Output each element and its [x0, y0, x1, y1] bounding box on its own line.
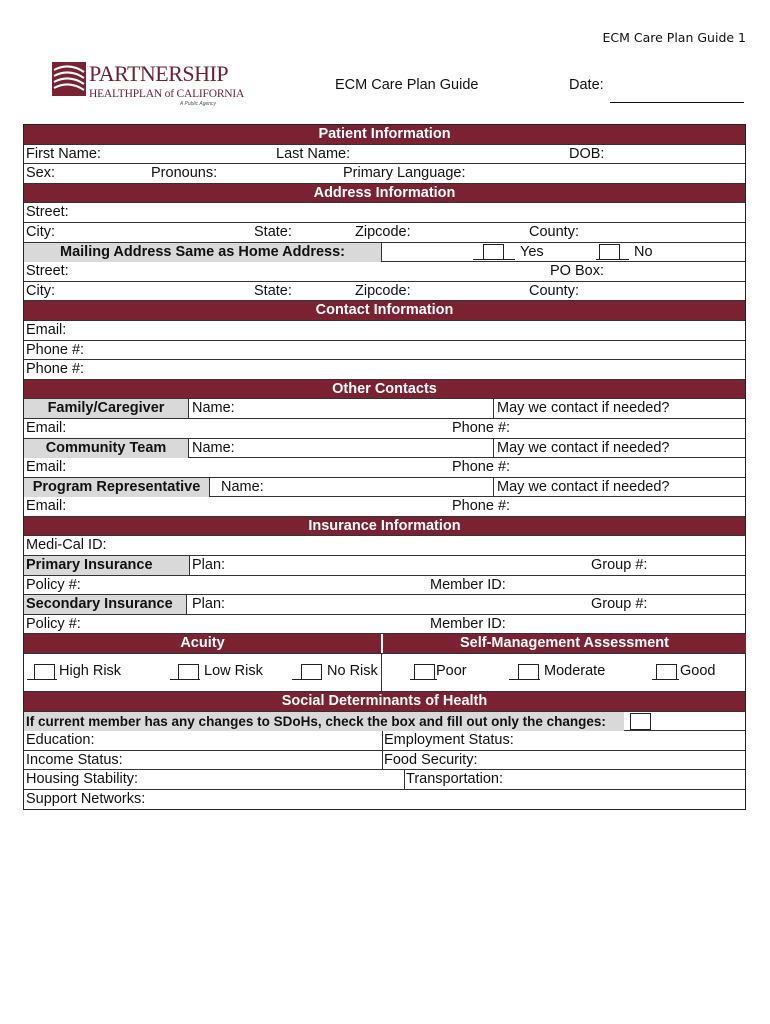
- dob-label: DOB:: [569, 145, 605, 162]
- mailing-yes-checkbox[interactable]: [483, 244, 504, 260]
- sdoh-header: Social Determinants of Health: [24, 692, 745, 712]
- primary-language-label: Primary Language:: [343, 165, 466, 182]
- divider: [382, 751, 383, 770]
- divider: [381, 654, 382, 691]
- city-label: City:: [26, 223, 55, 240]
- community-team-label: Community Team: [24, 439, 189, 458]
- divider: [493, 399, 494, 418]
- sdoh-row-1[interactable]: [24, 731, 745, 751]
- high-risk-underline: [27, 679, 57, 680]
- moderate-checkbox[interactable]: [518, 664, 539, 680]
- low-risk-checkbox[interactable]: [178, 664, 199, 680]
- mailing-same-label: Mailing Address Same as Home Address:: [24, 243, 382, 262]
- income-label: Income Status:: [26, 751, 123, 768]
- transportation-label: Transportation:: [406, 771, 503, 788]
- program-rep-label: Program Representative: [24, 478, 210, 497]
- zipcode-label: Zipcode:: [355, 223, 411, 240]
- sdoh-changes-checkbox[interactable]: [630, 713, 651, 730]
- po-box-label: PO Box:: [550, 263, 604, 280]
- community-name-label: Name:: [192, 439, 235, 456]
- divider: [493, 478, 494, 497]
- family-caregiver-row[interactable]: [24, 399, 745, 419]
- mailing-yes-underline: [473, 259, 515, 260]
- mailing-street-row[interactable]: [24, 262, 745, 282]
- food-security-label: Food Security:: [384, 751, 478, 768]
- logo-subname: HEALTHPLAN of CALIFORNIA: [89, 88, 245, 100]
- community-team-row[interactable]: [24, 439, 745, 459]
- good-label: Good: [680, 663, 716, 680]
- program-may-contact-label: May we contact if needed?: [497, 478, 670, 495]
- sex-label: Sex:: [26, 165, 56, 182]
- pronouns-label: Pronouns:: [151, 165, 218, 182]
- sdoh-instruction-row: [24, 712, 745, 732]
- patient-row-2[interactable]: [24, 164, 745, 184]
- logo-mark-icon: [52, 60, 86, 98]
- email-label: Email:: [26, 321, 67, 338]
- mailing-state-label: State:: [254, 282, 292, 299]
- poor-underline: [410, 679, 437, 680]
- program-name-label: Name:: [221, 478, 264, 495]
- mailing-no-underline: [596, 259, 629, 260]
- contact-phone-row-1[interactable]: [24, 341, 745, 361]
- sdoh-row-3[interactable]: [24, 770, 745, 790]
- secondary-insurance-row[interactable]: [24, 595, 745, 615]
- primary-group-label: Group #:: [591, 557, 648, 574]
- good-underline: [652, 679, 679, 680]
- mailing-no-label: No: [634, 243, 653, 260]
- secondary-insurance-label: Secondary Insurance: [24, 595, 187, 614]
- mailing-city-row[interactable]: [24, 282, 745, 302]
- poor-label: Poor: [436, 663, 467, 680]
- assessment-options-row: [24, 654, 745, 692]
- primary-insurance-row[interactable]: [24, 556, 745, 576]
- logo-tagline: A Public Agency: [180, 101, 217, 107]
- moderate-underline: [509, 679, 540, 680]
- secondary-member-id-label: Member ID:: [430, 615, 506, 632]
- good-checkbox[interactable]: [656, 664, 677, 680]
- education-label: Education:: [26, 732, 95, 749]
- program-email-row[interactable]: [24, 497, 745, 517]
- primary-insurance-label: Primary Insurance: [24, 556, 190, 575]
- address-street-row[interactable]: [24, 203, 745, 223]
- community-email-row[interactable]: [24, 458, 745, 478]
- sdoh-row-4[interactable]: [24, 790, 745, 810]
- family-caregiver-label: Family/Caregiver: [24, 399, 189, 418]
- contact-info-header: Contact Information: [24, 301, 745, 321]
- family-email-row[interactable]: [24, 419, 745, 439]
- primary-policy-row[interactable]: [24, 576, 745, 596]
- high-risk-checkbox[interactable]: [34, 664, 55, 680]
- date-label: Date:: [569, 77, 604, 93]
- secondary-policy-label: Policy #:: [26, 615, 81, 632]
- primary-plan-label: Plan:: [192, 557, 226, 574]
- street-label: Street:: [26, 204, 69, 221]
- no-risk-checkbox[interactable]: [301, 664, 322, 680]
- assessment-header-row: [24, 634, 745, 654]
- date-field[interactable]: [610, 102, 744, 103]
- medi-cal-label: Medi-Cal ID:: [26, 537, 107, 554]
- county-label: County:: [529, 223, 579, 240]
- employment-label: Employment Status:: [384, 732, 514, 749]
- secondary-group-label: Group #:: [591, 596, 648, 613]
- phone-label-1: Phone #:: [26, 341, 85, 358]
- address-city-row[interactable]: [24, 223, 745, 243]
- program-email-label: Email:: [26, 498, 67, 515]
- contact-email-row[interactable]: [24, 321, 745, 341]
- sdoh-row-2[interactable]: [24, 751, 745, 771]
- no-risk-underline: [292, 679, 322, 680]
- care-plan-form: [23, 124, 746, 810]
- secondary-policy-row[interactable]: [24, 615, 745, 635]
- patient-info-header: Patient Information: [24, 125, 745, 145]
- sdoh-instruction: If current member has any changes to SDoHs, check the box and fill out only the changes:: [24, 712, 624, 731]
- primary-policy-label: Policy #:: [26, 576, 81, 593]
- low-risk-label: Low Risk: [204, 663, 263, 680]
- address-info-header: Address Information: [24, 184, 745, 204]
- poor-checkbox[interactable]: [414, 664, 435, 680]
- insurance-info-header: Insurance Information: [24, 517, 745, 537]
- mailing-street-label: Street:: [26, 263, 69, 280]
- state-label: State:: [254, 223, 292, 240]
- family-may-contact-label: May we contact if needed?: [497, 400, 670, 417]
- secondary-plan-label: Plan:: [192, 596, 226, 613]
- family-phone-label: Phone #:: [452, 419, 511, 436]
- mailing-same-row: [24, 243, 745, 263]
- mailing-yes-label: Yes: [520, 243, 544, 260]
- mailing-city-label: City:: [26, 282, 55, 299]
- program-rep-row[interactable]: [24, 478, 745, 498]
- last-name-label: Last Name:: [276, 145, 351, 162]
- moderate-label: Moderate: [544, 663, 606, 680]
- first-name-label: First Name:: [26, 145, 101, 162]
- document-title: ECM Care Plan Guide: [335, 77, 479, 93]
- contact-phone-row-2[interactable]: [24, 360, 745, 380]
- mailing-county-label: County:: [529, 282, 579, 299]
- divider: [382, 731, 383, 750]
- divider: [493, 439, 494, 458]
- logo-name: PARTNERSHIP: [89, 61, 229, 86]
- community-phone-label: Phone #:: [452, 459, 511, 476]
- self-mgmt-header: Self-Management Assessment: [382, 634, 746, 653]
- page-header: ECM Care Plan Guide 1: [602, 30, 746, 45]
- acuity-header: Acuity: [24, 634, 381, 653]
- high-risk-label: High Risk: [59, 663, 122, 680]
- family-name-label: Name:: [192, 400, 235, 417]
- support-networks-label: Support Networks:: [26, 791, 146, 807]
- primary-member-id-label: Member ID:: [430, 576, 506, 593]
- other-contacts-header: Other Contacts: [24, 380, 745, 400]
- no-risk-label: No Risk: [327, 663, 378, 680]
- mailing-zipcode-label: Zipcode:: [355, 282, 411, 299]
- housing-label: Housing Stability:: [26, 771, 139, 788]
- partnership-logo: [52, 60, 245, 110]
- family-email-label: Email:: [26, 419, 67, 436]
- medi-cal-row[interactable]: [24, 536, 745, 556]
- phone-label-2: Phone #:: [26, 361, 85, 378]
- program-phone-label: Phone #:: [452, 498, 511, 515]
- divider: [404, 770, 405, 789]
- patient-row-1[interactable]: [24, 145, 745, 165]
- community-email-label: Email:: [26, 459, 67, 476]
- community-may-contact-label: May we contact if needed?: [497, 439, 670, 456]
- mailing-no-checkbox[interactable]: [599, 244, 620, 260]
- low-risk-underline: [170, 679, 200, 680]
